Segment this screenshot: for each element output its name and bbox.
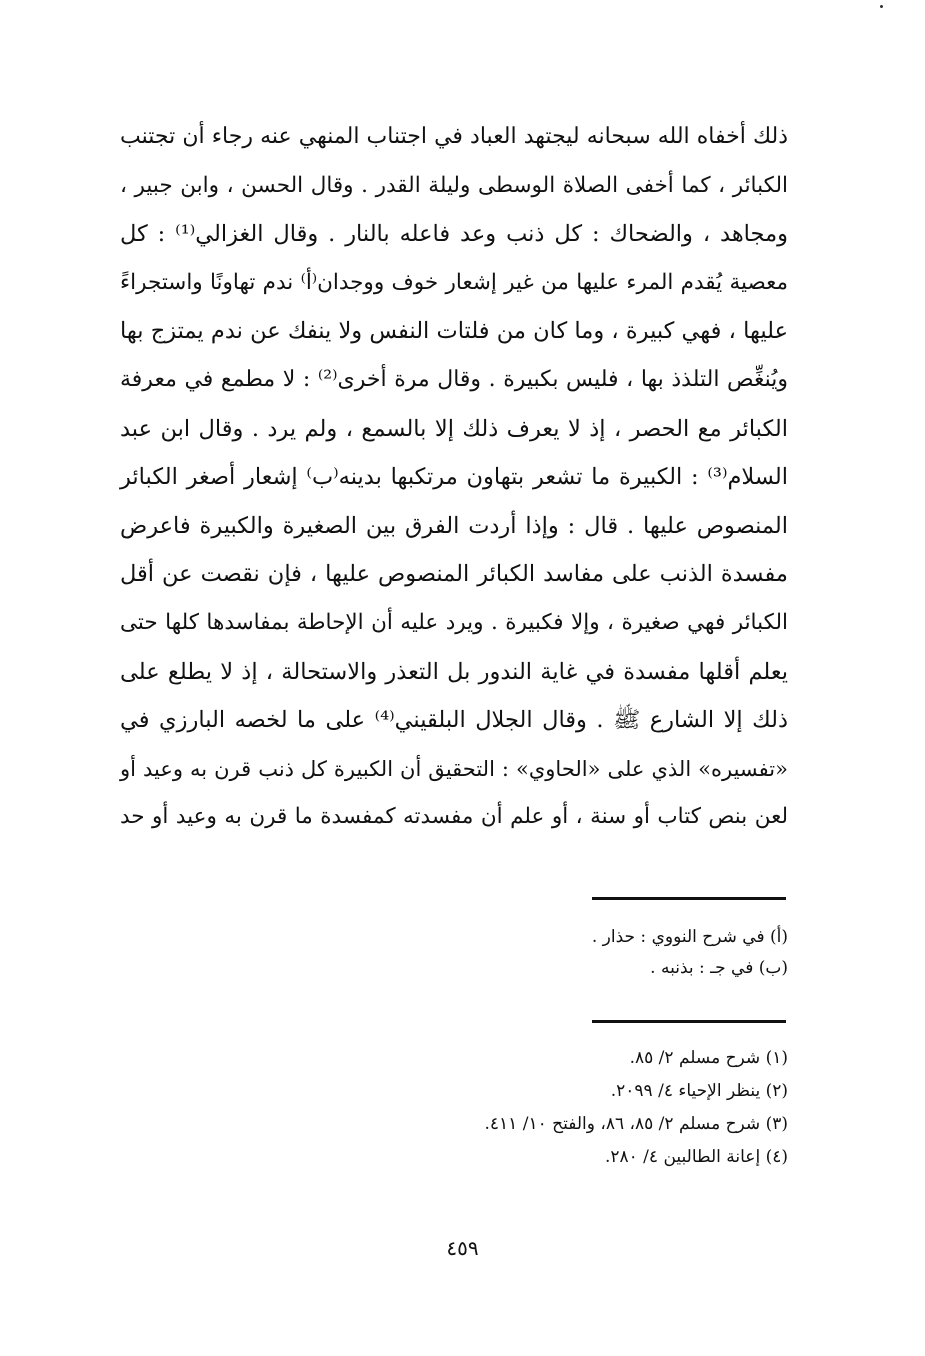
body-line: ذلك إلا الشارع ﷺ . وقال الجلال البلقيني⁽⁴⁾ على ما لخصه البارزي في: [120, 707, 788, 734]
body-line: معصية يُقدم المرء عليها من غير إشعار خوف ووجدان⁽أ⁾ ندم تهاونًا واستجراءً: [120, 269, 788, 295]
source-note: (١) شرح مسلم ٢/ ٨٥.: [629, 1048, 788, 1068]
variant-note: (أ) في شرح النووي : حذار .: [591, 927, 788, 947]
source-notes: [188, 1042, 788, 1174]
variant-notes: [188, 922, 788, 984]
body-text: [120, 113, 788, 842]
source-note: (٣) شرح مسلم ٢/ ٨٥، ٨٦، والفتح ١٠/ ٤١١.: [484, 1114, 788, 1134]
body-line: الكبائر ، كما أخفى الصلاة الوسطى وليلة القدر . وقال الحسن ، وابن جبير ،: [120, 172, 788, 198]
body-line: المنصوص عليها . قال : وإذا أردت الفرق بين الصغيرة والكبيرة فاعرض: [120, 512, 788, 539]
source-note: (٤) إعانة الطالبين ٤/ ٢٨٠.: [604, 1147, 788, 1167]
body-line: السلام⁽³⁾ : الكبيرة ما تشعر بتهاون مرتكبها بدينه⁽ب⁾ إشعار أصغر الكبائر: [120, 464, 788, 491]
footnote-divider-sources: [592, 1020, 786, 1023]
body-line: ويُنغِّص التلذذ بها ، فليس بكبيرة . وقال مرة أخرى⁽²⁾ : لا مطمع في معرفة: [120, 366, 789, 392]
body-line: لعن بنص كتاب أو سنة ، أو علم أن مفسدته كمفسدة ما قرن به وعيد أو حد: [120, 804, 788, 830]
body-line: ومجاهد ، والضحاك : كل ذنب وعد فاعله بالنار . وقال الغزالي⁽¹⁾ : كل: [120, 221, 788, 248]
body-line: ذلك أخفاه الله سبحانه ليجتهد العباد في اجتناب المنهي عنه رجاء أن تجتنب: [120, 124, 788, 149]
body-line: عليها ، فهي كبيرة ، وما كان من فلتات النفس ولا ينفك عن ندم يمتزج بها: [120, 318, 788, 345]
body-line: الكبائر مع الحصر ، إذ لا يعرف ذلك إلا بالسمع ، ولم يرد . وقال ابن عبد: [120, 415, 788, 442]
footnote-divider-variants: [592, 897, 786, 900]
body-line: مفسدة الذنب على مفاسد الكبائر المنصوص عليها ، فإن نقصت عن أقل: [120, 561, 788, 588]
body-line: الكبائر فهي صغيرة ، وإلا فكبيرة . ويرد عليه أن الإحاطة بمفاسدها كلها حتى: [120, 609, 788, 635]
body-line: يعلم أقلها مفسدة في غاية الندور بل التعذر والاستحالة ، إذ لا يطلع على: [120, 658, 788, 685]
source-note: (٢) ينظر الإحياء ٤/ ٢٠٩٩.: [610, 1081, 788, 1101]
page-number: ٤٥٩: [446, 1236, 479, 1260]
variant-note: (ب) في جـ : بذنبه .: [650, 958, 788, 978]
scan-speck: [880, 5, 883, 8]
body-line: «تفسيره» الذي على «الحاوي» : التحقيق أن الكبيرة كل ذنب قرن به وعيد أو: [120, 756, 788, 781]
